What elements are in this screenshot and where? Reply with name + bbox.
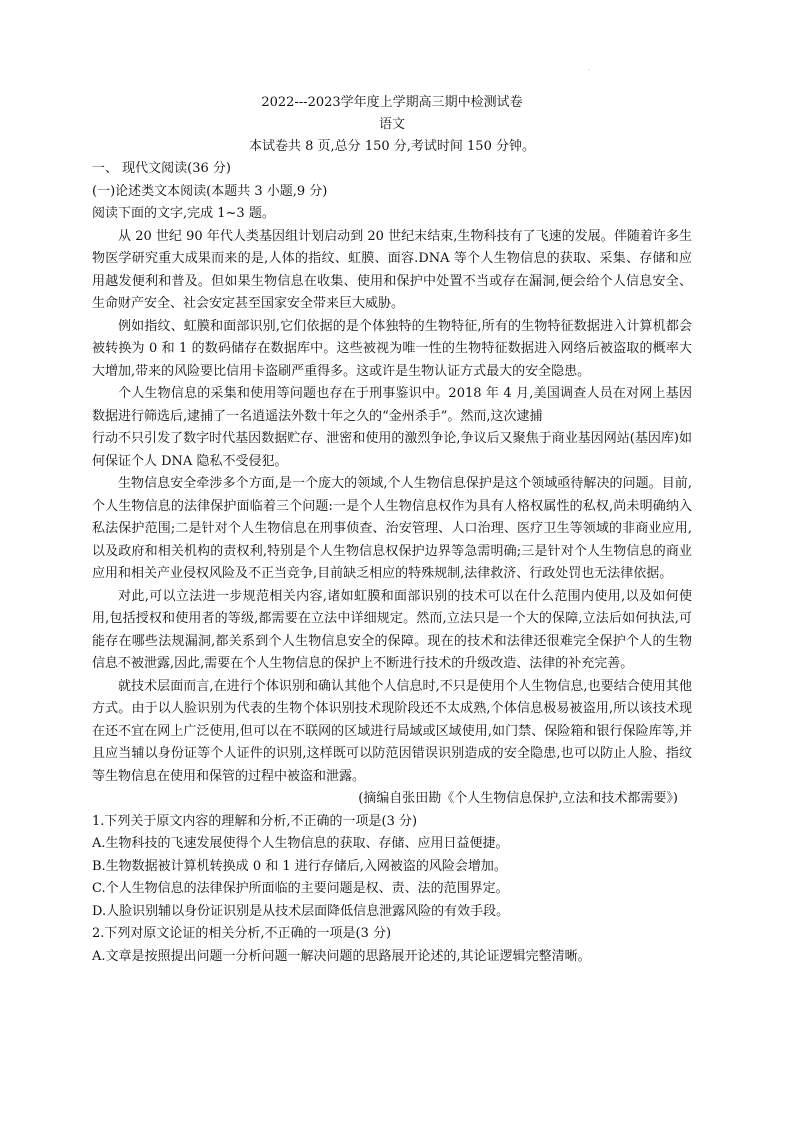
section-heading: 一、 现代文阅读(36 分) (92, 161, 231, 176)
exam-subject: 语文 (378, 117, 405, 132)
exam-info: 本试卷共 8 页,总分 150 分,考试时间 150 分钟。 (249, 139, 535, 154)
passage-paragraph-1: 从 20 世纪 90 年代人类基因组计划启动到 20 世纪末结束,生物科技有了飞速的发展。伴随着许多生物医学研究重大成果而来的是,人体的指纹、虹膜、面容.DNA 等个人生物信息的获取、采集、存储和应用越发便利和普及。但如果生物信息在收集、使用和保护中处置不当或存在漏洞,便会给个人信息安全、生命财产安全、社会安定甚至国家安全带来巨大威胁。 (92, 228, 692, 311)
reading-instruction: 阅读下面的文字,完成 1~3 题。 (92, 206, 275, 221)
passage-source: (摘编自张田勘《个人生物信息保护,立法和技术都需要》) (358, 791, 678, 806)
question-1-option-d: D.人脸识别辅以身份证识别是从技术层面降低信息泄露风险的有效手段。 (92, 903, 510, 919)
question-1-option-c: C.个人生物信息的法律保护所面临的主要问题是权、责、法的范围界定。 (92, 881, 509, 896)
passage-paragraph-3-continued: 行动不只引发了数字时代基因数据贮存、泄密和使用的激烈争论,争议后又聚焦于商业基因网站(基因库)如何保证个人 DNA 隐私不受侵犯。 (92, 431, 692, 469)
question-2-stem: 2.下列对原文论证的相关分析,不正确的一项是(3 分) (92, 926, 392, 941)
question-1-option-a: A.生物科技的飞速发展使得个人生物信息的获取、存储、应用日益便捷。 (92, 836, 509, 851)
question-1-stem: 1.下列关于原文内容的理解和分析,不正确的一项是(3 分) (92, 813, 418, 829)
exam-page (92, 92, 692, 968)
subsection-heading: (一)论述类文本阅读(本题共 3 小题,9 分) (92, 183, 328, 199)
question-2-option-a: A.文章是按照提出问题一分析问题一解决问题的思路展开论述的,其论证逻辑完整清晰。 (92, 948, 591, 964)
passage-paragraph-4: 生物信息安全牵涉多个方面,是一个庞大的领域,个人生物信息保护是这个领域亟待解决的问题。目前,个人生物信息的法律保护面临着三个问题:一是个人生物信息权作为具有人格权属性的私权,尚未明确纳入私法保护范围;二是针对个人生物信息在刑事侦查、治安管理、人口治理、医疗卫生等领域的非商业应用,以及政府和相关机构的责权利,特别是个人生物信息权保护边界等急需明确;三是针对个人生物信息的商业应用和相关产业侵权风险及不正当竞争,目前缺乏相应的特殊规制,法律救济、行政处罚也无法律依据。 (92, 476, 692, 581)
passage-paragraph-2: 例如指纹、虹膜和面部识别,它们依据的是个体独特的生物特征,所有的生物特征数据进入计算机都会被转换为 0 和 1 的数码储存在数据库中。这些被视为唯一性的生物特征数据进入网络后被盗取的概率大大增加,带来的风险要比信用卡盗刷严重得多。这或许是生物认证方式最大的安全隐患。 (92, 318, 692, 379)
question-1-option-b: B.生物数据被计算机转换成 0 和 1 进行存储后,入网被盗的风险会增加。 (92, 858, 507, 874)
exam-title: 2022---2023学年度上学期高三期中检测试卷 (261, 95, 523, 110)
passage-paragraph-5: 对此,可以立法进一步规范相关内容,诸如虹膜和面部识别的技术可以在什么范围内使用,以及如何使用,包括授权和使用者的等级,都需要在立法中详细规定。然而,立法只是一个大的保障,立法后如何执法,可能存在哪些法规漏洞,都关系到个人生物信息安全的保障。现在的技术和法律还很难完全保护个人的生物信息不被泄露,因此,需要在个人生物信息的保护上不断进行技术的升级改造、法律的补充完善。 (92, 588, 692, 671)
passage-paragraph-3: 个人生物信息的采集和使用等问题也存在于刑事鉴识中。2018 年 4 月,美国调查人员在对网上基因数据进行筛选后,逮捕了一名逍遥法外数十年之久的“金州杀手”。然而,这次逮捕 (92, 386, 692, 424)
scan-dot: . (588, 65, 590, 72)
passage-paragraph-6: 就技术层面而言,在进行个体识别和确认其他个人信息时,不只是使用个人生物信息,也要结合使用其他方式。由于以人脸识别为代表的生物个体识别技术现阶段还不太成熟,个体信息极易被盗用,所以该技术现在还不宜在网上广泛使用,但可以在不联网的区域进行局域或区域使用,如门禁、保险箱和银行保险库等,并且应当辅以身份证等个人证件的识别,这样既可以防范因错误识别造成的安全隐患,也可以防止人脸、指纹等生物信息在使用和保管的过程中被盗和泄露。 (92, 678, 692, 784)
